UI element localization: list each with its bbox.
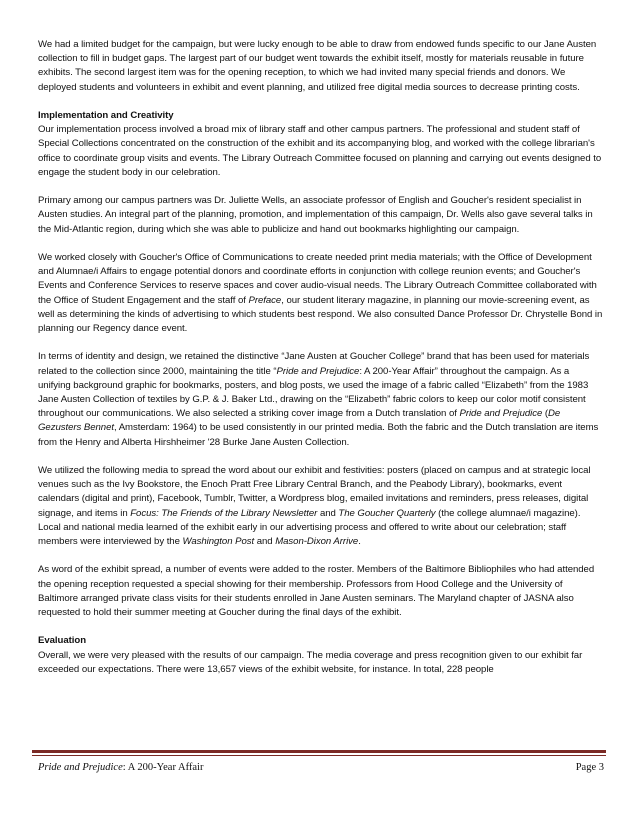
paragraph-implementation: Our implementation process involved a broad mix of library staff and other campus partners. The professional and student staff of Special Collections concentrated on the construction of the exhibit and its accompanying blog, and worked with the college librarian's office to coordinate group visits and events. The Library Outreach Committee focused on planning and carrying out events designed to engage the student body in our celebration. — [38, 124, 602, 178]
washington-post-title: Washington Post — [182, 536, 255, 548]
paragraph-media: We utilized the following media to spread the word about our exhibit and festivities: posters (placed on campus and at strategic local venues such as the Ivy Bookstore, the Enoch Pratt Free Library Central Branch, and the Peabody Library), bookmarks, event calendars (digital and print), Facebook, Tumblr, Twitter, a Wordpress blog, emailed invitations and reminders, press releases, digital signage, and items in Focus: The Friends of the Library Newsletter and The Goucher Quarterly (the college alumnae/i magazine). Local and national media learned of the exhibit early in our advertising process and offered to write about our celebration; staff members were interviewed by the Washington Post and Mason-Dixon Arrive. — [38, 465, 591, 548]
page-body — [38, 38, 604, 691]
book-title: Pride and Prejudice — [276, 365, 360, 377]
footer-title: Pride and Prejudice: A 200-Year Affair — [38, 762, 204, 773]
heading-evaluation: Evaluation — [38, 635, 87, 647]
footer-rule-thin — [32, 755, 606, 756]
preface-title: Preface — [248, 294, 282, 306]
goucher-quarterly-title: The Goucher Quarterly — [338, 507, 436, 519]
paragraph-communications: We worked closely with Goucher's Office of Communications to create needed print media materials; with the Office of Development and Alumnae/i Affairs to engage potential donors and coordinate efforts in conjunction with college reunion events; and Goucher's Events and Conference Services to reserve spaces and cover audio-visual needs. The Library Outreach Committee collaborated with the Office of Student Engagement and the staff of Preface, our student literary magazine, in planning our movie-screening event, as well as determining the kinds of advertising to which students best respond. We also consulted Dance Professor Dr. Chrystelle Bond in planning our Regency dance event. — [38, 252, 603, 335]
mason-dixon-title: Mason-Dixon Arrive — [275, 536, 359, 548]
book-title: Pride and Prejudice — [459, 408, 543, 420]
paragraph-evaluation: Overall, we were very pleased with the results of our campaign. The media coverage and press recognition given to our exhibit far exceeded our expectations. There were 13,657 views of the exhibit website, for instance. In total, 228 people — [38, 649, 583, 675]
paragraph-identity-design: In terms of identity and design, we retained the distinctive “Jane Austen at Goucher College” brand that has been used for materials related to the collection since 2000, maintaining the title “Pride and Prejudice: A 200-Year Affair” throughout the campaign. As a unifying background graphic for bookmarks, posters, and blog posts, we used the image of a fabric called “Elizabeth” from the 1983 Jane Austen Collection of textiles by G.P. & J. Baker Ltd., drawing on the “Elizabeth” fabric colors to keep our color motif consistent throughout our communications. We also selected a striking cover image from a Dutch translation of Pride and Prejudice (De Gezusters Bennet, Amsterdam: 1964) to be used consistently in our printed media. Both the fabric and the Dutch translation are items from the Henry and Alberta Hirshheimer '28 Burke Jane Austen Collection. — [38, 351, 599, 448]
heading-implementation: Implementation and Creativity — [38, 110, 174, 121]
page-number: Page 3 — [575, 762, 604, 773]
paragraph-events: As word of the exhibit spread, a number of events were added to the roster. Members of the Baltimore Bibliophiles who had attended the opening reception requested a special showing for their membership. Professors from Hood College and the University of Baltimore arranged private class visits for their students enrolled in Jane Austen seminars. The Maryland chapter of JASNA also requested to hold their summer meeting at Goucher during the final days of the exhibit. — [38, 564, 595, 619]
footer-rule-thick — [32, 750, 606, 753]
paragraph-campus-partners: Primary among our campus partners was Dr. Juliette Wells, an associate professor of English and Goucher's resident specialist in Austen studies. An integral part of the planning, promotion, and implementation of this campaign, Dr. Wells also gave several talks in the Mid-Atlantic region, during which she was able to publicize and hand out bookmarks highlighting our campaign. — [38, 195, 593, 235]
paragraph-budget: We had a limited budget for the campaign, but were lucky enough to be able to draw from endowed funds specific to our Jane Austen collection to fill in budget gaps. The largest part of our budget went towards the exhibit itself, mostly for materials reusable in future exhibits. The second largest item was for the opening reception, to which we had invited many special friends and donors. We deployed students and volunteers in exhibit and event planning, and utilized free digital media sources to decrease printing costs. — [38, 39, 597, 93]
focus-newsletter-title: Focus: The Friends of the Library Newsletter — [130, 507, 318, 519]
dutch-title: De Gezusters Bennet — [38, 408, 561, 434]
